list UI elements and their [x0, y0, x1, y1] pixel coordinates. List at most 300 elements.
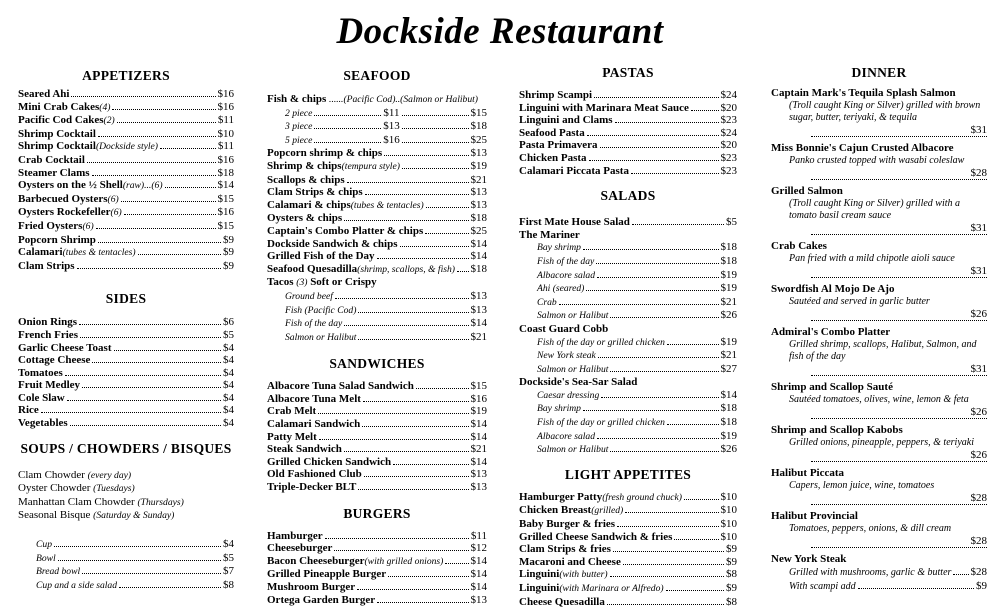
- salad-option: [519, 309, 737, 323]
- dot-leader: [96, 228, 216, 229]
- item-name: Cup: [36, 539, 52, 551]
- item-price: $10: [217, 127, 234, 140]
- item-name: Fish (Pacific Cod): [285, 304, 357, 316]
- item-price: $14: [470, 554, 487, 567]
- item-name: Cheeseburger: [267, 542, 333, 555]
- item-price: $14: [217, 179, 234, 192]
- soup-size-item: [18, 552, 234, 566]
- soup-name: Oyster Chowder: [18, 482, 91, 495]
- item-price: $14: [470, 455, 487, 468]
- appetizer-item: [18, 220, 234, 234]
- item-name: Linguini: [519, 582, 560, 594]
- item-price: $13: [470, 147, 487, 160]
- pasta-item: [519, 114, 737, 127]
- item-name: Ground beef: [285, 290, 333, 302]
- dinner-name: Admiral's Combo Platter: [771, 326, 891, 338]
- dot-leader: [58, 560, 221, 561]
- dot-leader: [600, 147, 719, 148]
- item-name: Grilled Fish of the Day: [267, 250, 375, 263]
- sides-heading: SIDES: [105, 291, 147, 307]
- taco-item: [267, 304, 487, 318]
- seafood-item: [267, 250, 487, 263]
- light-appetite-item: [519, 504, 737, 518]
- burger-item: [267, 581, 487, 594]
- item-name: Albacore Tuna Salad Sandwich: [267, 380, 414, 393]
- item-name: Cup and a side salad: [36, 579, 118, 591]
- size-price-cod: $16: [383, 133, 400, 146]
- dot-leader: [165, 187, 216, 188]
- dot-leader: [416, 388, 469, 389]
- dot-leader: [559, 304, 719, 305]
- appetizer-item: [18, 128, 234, 141]
- item-price: $13: [470, 198, 487, 211]
- appetizer-item: [18, 140, 234, 154]
- appetizer-item: [18, 234, 234, 247]
- dinner-desc: Pan fried with a mild chipotle aioli sauce: [789, 253, 955, 264]
- column-4: [771, 64, 987, 598]
- dinner-item: [771, 87, 987, 137]
- item-name: Hamburger: [267, 529, 323, 542]
- soup-item: [18, 469, 234, 483]
- burger-item: [267, 555, 487, 569]
- soup-size-item: [18, 579, 234, 593]
- item-name: Bread bowl: [36, 566, 81, 578]
- item-name: Linguini with Marinara Meat Sauce: [519, 101, 689, 114]
- soup-desc: (every day): [87, 469, 132, 481]
- dot-leader: [666, 590, 724, 591]
- dinner-desc: Capers, lemon juice, wine, tomatoes: [789, 480, 935, 491]
- item-desc: (fresh ground chuck): [602, 491, 682, 503]
- item-name: Macaroni and Cheese: [519, 555, 621, 568]
- item-desc: (with grilled onions): [364, 555, 444, 567]
- item-name: Salmon or Halibut: [285, 331, 357, 343]
- salad-options: [519, 336, 737, 377]
- item-name: Ortega Garden Burger: [267, 593, 376, 606]
- item-price: $15: [470, 380, 487, 393]
- seafood-item: [267, 212, 487, 225]
- dot-leader: [82, 387, 221, 388]
- item-name: Linguini and Clams: [519, 114, 613, 127]
- item-name: Clam Strips & fries: [519, 543, 611, 556]
- size-name: 5 piece: [285, 134, 313, 146]
- dot-leader: [314, 142, 381, 143]
- dot-leader: [610, 371, 718, 372]
- column-3: [519, 64, 737, 607]
- size-price-cod: $13: [383, 120, 400, 133]
- ny-steak-option-1: [771, 566, 987, 580]
- dot-leader: [114, 350, 222, 351]
- item-price: $13: [470, 468, 487, 481]
- dot-leader: [674, 539, 718, 540]
- ny-steak-opt2-label: With scampi add: [789, 580, 856, 592]
- item-name: Fish of the day: [285, 318, 343, 330]
- item-price: $18: [470, 262, 487, 275]
- salad-options: [519, 389, 737, 457]
- item-price: $4: [223, 341, 234, 354]
- soup-desc: (Thursdays): [137, 496, 184, 508]
- dot-leader: [77, 268, 221, 269]
- item-name: Baby Burger & fries: [519, 518, 616, 531]
- item-name: Scallops & chips: [267, 173, 345, 186]
- salads-list: [519, 216, 737, 457]
- dinner-item: [771, 142, 987, 180]
- item-price: $14: [470, 581, 487, 593]
- soup-item: [18, 482, 234, 496]
- salad-option: [519, 269, 737, 283]
- item-name: Oysters & chips: [267, 212, 343, 225]
- salad-option: [519, 430, 737, 444]
- item-price: $18: [217, 166, 234, 179]
- item-price: $19: [720, 335, 737, 348]
- item-price: $9: [223, 246, 234, 259]
- soup-desc: (Tuesdays): [93, 483, 135, 495]
- taco-item: [267, 317, 487, 331]
- item-name: Fried Oysters: [18, 219, 83, 232]
- appetizer-item: [18, 101, 234, 115]
- item-name: Fish of the day: [537, 255, 595, 267]
- burgers-heading: BURGERS: [343, 505, 411, 521]
- item-price: $19: [720, 268, 737, 281]
- dot-leader: [402, 142, 469, 143]
- item-price: $15: [217, 219, 234, 232]
- dot-leader: [344, 220, 468, 221]
- item-price: $13: [470, 303, 487, 316]
- dot-leader: [364, 476, 469, 477]
- item-name: Fish of the day or grilled chicken: [537, 336, 665, 348]
- item-desc: (tempura style): [341, 160, 400, 172]
- soup-name: Seasonal Bisque: [18, 509, 91, 522]
- appetizer-item: [18, 167, 234, 180]
- dot-leader: [598, 357, 719, 358]
- salad-option: [519, 336, 737, 350]
- ny-steak-opt1-price: $28: [970, 566, 987, 578]
- item-desc: (with Marinara or Alfredo): [559, 583, 664, 594]
- item-desc: (2): [103, 115, 115, 127]
- dinner-desc: Panko crusted topped with wasabi coleslaw: [789, 155, 965, 166]
- dot-leader: [325, 538, 469, 539]
- item-price: $18: [720, 402, 737, 415]
- item-name: Clam Strips & chips: [267, 186, 363, 199]
- dot-leader: [583, 410, 719, 411]
- seafood-item: [267, 160, 487, 174]
- dot-leader: [589, 160, 719, 161]
- dot-leader: [80, 337, 221, 338]
- sandwiches-heading: SANDWICHES: [329, 356, 425, 372]
- salad-option: [519, 416, 737, 430]
- soup-size-item: [18, 538, 234, 552]
- appetizer-item: [18, 206, 234, 220]
- item-desc: (grilled): [591, 505, 624, 517]
- appetizer-item: [18, 88, 234, 101]
- dinner-price: $31: [970, 363, 987, 375]
- item-price: $7: [223, 565, 234, 578]
- item-price: $11: [217, 140, 234, 153]
- dot-leader: [98, 136, 216, 137]
- dinner-price: $26: [970, 449, 987, 461]
- item-price: $8: [726, 595, 737, 607]
- dot-leader: [358, 339, 468, 340]
- item-price: $21: [470, 443, 487, 456]
- item-price: $4: [223, 404, 234, 417]
- dinner-price: $28: [970, 492, 987, 504]
- soup-name: Clam Chowder: [18, 468, 85, 481]
- side-item: [18, 342, 234, 355]
- item-name: Oysters Rockefeller: [18, 206, 111, 219]
- pasta-item: [519, 152, 737, 165]
- item-name: Oysters on the ½ Shell: [18, 179, 123, 192]
- dinner-name: Captain Mark's Tequila Splash Salmon: [771, 87, 956, 99]
- seafood-item: [267, 225, 487, 238]
- dot-leader: [400, 246, 469, 247]
- dot-leader: [67, 400, 221, 401]
- light-appetites-heading: LIGHT APPETITES: [564, 466, 692, 482]
- item-price: $16: [470, 392, 487, 405]
- dot-leader: [365, 194, 469, 195]
- item-price: $23: [720, 151, 737, 164]
- item-price: $9: [223, 259, 234, 272]
- item-price: $5: [223, 551, 234, 564]
- dinner-name: Shrimp and Scallop Kabobs: [771, 424, 903, 436]
- dinner-price-line: [811, 167, 987, 180]
- dot-leader: [363, 401, 469, 402]
- salad-option: [519, 363, 737, 377]
- dot-leader: [54, 546, 221, 547]
- light-appetite-item: [519, 568, 737, 582]
- appetizers-list: [18, 88, 234, 272]
- item-desc: (6): [110, 207, 122, 219]
- dot-leader: [65, 375, 221, 376]
- item-name: Mini Crab Cakes: [18, 100, 100, 113]
- burger-item: [267, 594, 487, 607]
- light-appetite-item: [519, 596, 737, 607]
- item-name: Linguini: [519, 568, 560, 581]
- item-price: $4: [223, 354, 234, 367]
- fish-chips-sizes: [267, 107, 487, 148]
- item-price: $5: [726, 216, 737, 229]
- item-desc: (tubes & tentacles): [62, 247, 136, 259]
- appetizer-item: [18, 193, 234, 207]
- sandwich-item: [267, 468, 487, 481]
- item-price: $10: [720, 530, 737, 543]
- item-desc: (tubes & tentacles): [350, 199, 424, 211]
- item-price: $6: [223, 316, 234, 329]
- dot-leader: [607, 604, 724, 605]
- item-price: $10: [720, 504, 737, 517]
- dinner-desc: Grilled shrimp, scallops, Halibut, Salmon, and fish of the day: [789, 339, 977, 362]
- item-name: Shrimp Cocktail: [18, 140, 96, 153]
- dinner-price-line: [811, 363, 987, 376]
- dinner-price-line: [811, 265, 987, 278]
- dot-leader: [610, 317, 718, 318]
- dot-leader: [615, 122, 719, 123]
- dinner-item: [771, 510, 987, 548]
- sandwich-item: [267, 380, 487, 393]
- dot-leader: [667, 424, 719, 425]
- dot-leader: [597, 277, 719, 278]
- burger-item: [267, 542, 487, 555]
- seafood-item: [267, 199, 487, 213]
- dot-leader: [87, 162, 216, 163]
- tacos-tail: Soft or Crispy: [310, 276, 377, 289]
- dinner-price: $28: [970, 535, 987, 547]
- item-name: Cole Slaw: [18, 391, 65, 404]
- sandwich-item: [267, 456, 487, 469]
- dot-leader: [691, 110, 719, 111]
- dot-leader: [92, 362, 221, 363]
- taco-item: [267, 290, 487, 304]
- item-desc: (4): [99, 101, 111, 113]
- dot-leader: [684, 499, 719, 500]
- fish-chips-size-item: [267, 107, 487, 121]
- item-price: $5: [223, 328, 234, 341]
- dot-leader: [377, 258, 469, 259]
- tacos-heading: [267, 276, 487, 290]
- item-price: $11: [217, 114, 234, 127]
- dot-leader: [344, 451, 469, 452]
- item-price: $19: [470, 159, 487, 172]
- taco-item: [267, 331, 487, 345]
- item-price: $20: [720, 139, 737, 152]
- dot-leader: [71, 96, 215, 97]
- item-price: $13: [470, 289, 487, 302]
- item-price: $14: [470, 568, 487, 581]
- side-item: [18, 316, 234, 329]
- item-price: $25: [470, 224, 487, 237]
- appetizer-item: [18, 179, 234, 193]
- item-name: Seafood Pasta: [519, 126, 585, 139]
- dot-leader: [610, 451, 718, 452]
- item-name: Albacore Tuna Melt: [267, 392, 361, 405]
- size-name: 2 piece: [285, 107, 313, 119]
- dot-leader: [319, 439, 469, 440]
- salad-option: [519, 241, 737, 255]
- dot-leader: [393, 464, 468, 465]
- appetizer-item: [18, 154, 234, 167]
- item-name: Cottage Cheese: [18, 354, 91, 367]
- appetizer-item: [18, 114, 234, 128]
- dot-leader: [79, 324, 221, 325]
- burger-item: [267, 568, 487, 581]
- item-name: Seafood Quesadilla: [267, 262, 358, 275]
- dot-leader: [402, 128, 469, 129]
- appetizers-heading: APPETIZERS: [82, 68, 170, 83]
- side-item: [18, 404, 234, 417]
- item-price: $4: [223, 379, 234, 392]
- item-desc: (shrimp, scallops, & fish): [357, 263, 455, 275]
- item-name: Bay shrimp: [537, 403, 581, 415]
- item-name: Fruit Medley: [18, 379, 81, 392]
- item-price: $10: [720, 490, 737, 503]
- dot-leader: [362, 426, 468, 427]
- dot-leader: [124, 214, 216, 215]
- item-name: Crab Cocktail: [18, 153, 85, 166]
- item-desc: (raw)...(6): [122, 180, 163, 192]
- dinner-heading: DINNER: [851, 65, 907, 80]
- dinner-price: $26: [970, 308, 987, 320]
- item-price: $18: [720, 241, 737, 254]
- dot-leader: [41, 412, 221, 413]
- dinner-desc: Grilled onions, pineapple, peppers, & teriyaki: [789, 437, 974, 448]
- size-price-salmon: $15: [470, 106, 487, 119]
- fish-chips-name: Fish & chips: [267, 93, 327, 105]
- item-price: $23: [720, 164, 737, 177]
- dinner-desc: Tomatoes, peppers, onions, & dill cream: [789, 523, 952, 534]
- soups-heading: SOUPS / CHOWDERS / BISQUES: [20, 440, 232, 456]
- pasta-item: [519, 89, 737, 102]
- item-name: French Fries: [18, 328, 78, 341]
- side-item: [18, 417, 234, 430]
- dinner-name: Crab Cakes: [771, 240, 827, 252]
- ny-steak-item: [771, 553, 987, 593]
- item-price: $19: [720, 429, 737, 442]
- dinner-item: [771, 185, 987, 235]
- dot-leader: [358, 489, 468, 490]
- item-name: Barbecued Oysters: [18, 192, 108, 205]
- item-price: $15: [217, 192, 234, 205]
- soup-item: [18, 496, 234, 510]
- salad-option: [519, 296, 737, 310]
- item-price: $18: [470, 212, 487, 225]
- salad-option: [519, 282, 737, 296]
- item-name: Calamari Piccata Pasta: [519, 164, 629, 177]
- dinner-name: Grilled Salmon: [771, 185, 843, 197]
- dinner-name: Swordfish Al Mojo De Ajo: [771, 283, 895, 295]
- item-name: Calamari & chips: [267, 198, 351, 211]
- item-name: Chicken Breast: [519, 504, 592, 517]
- item-name: Calamari: [18, 246, 63, 259]
- item-name: Rice: [18, 404, 39, 417]
- seafood-item: [267, 263, 487, 277]
- item-price: $14: [720, 388, 737, 401]
- item-name: Old Fashioned Club: [267, 468, 362, 481]
- item-name: Fish of the day or grilled chicken: [537, 417, 665, 429]
- dinner-item: [771, 240, 987, 278]
- dot-leader: [632, 224, 724, 225]
- dinner-price: $26: [970, 406, 987, 418]
- dot-leader: [610, 576, 724, 577]
- item-name: Salmon or Halibut: [537, 444, 609, 456]
- dot-leader: [625, 512, 718, 513]
- item-name: Shrimp & chips: [267, 159, 342, 172]
- item-price: $19: [720, 282, 737, 295]
- dinner-price-line: [811, 535, 987, 548]
- pastas-heading: PASTAS: [602, 65, 654, 80]
- pasta-item: [519, 127, 737, 140]
- dot-leader: [160, 148, 216, 149]
- side-item: [18, 367, 234, 380]
- salad-option: [519, 389, 737, 403]
- dot-leader: [70, 425, 221, 426]
- dot-leader: [596, 263, 718, 264]
- pasta-item: [519, 102, 737, 115]
- item-price: $18: [720, 416, 737, 429]
- item-price: $14: [470, 418, 487, 431]
- ny-steak-opt1-label: Grilled with mushrooms, garlic & butter: [789, 567, 952, 578]
- light-appetite-item: [519, 543, 737, 556]
- item-name: Patty Melt: [267, 430, 317, 443]
- dot-leader: [344, 325, 468, 326]
- item-desc: (6): [82, 220, 94, 232]
- item-price: $26: [720, 309, 737, 322]
- fish-chips-heading: [267, 93, 487, 107]
- salad-group-heading: The Mariner: [519, 228, 580, 241]
- item-desc: (with butter): [559, 569, 608, 581]
- sandwich-item: [267, 418, 487, 431]
- item-name: Hamburger Patty: [519, 490, 603, 503]
- item-name: Salmon or Halibut: [537, 363, 609, 375]
- sandwich-item: [267, 393, 487, 406]
- dot-leader: [138, 254, 221, 255]
